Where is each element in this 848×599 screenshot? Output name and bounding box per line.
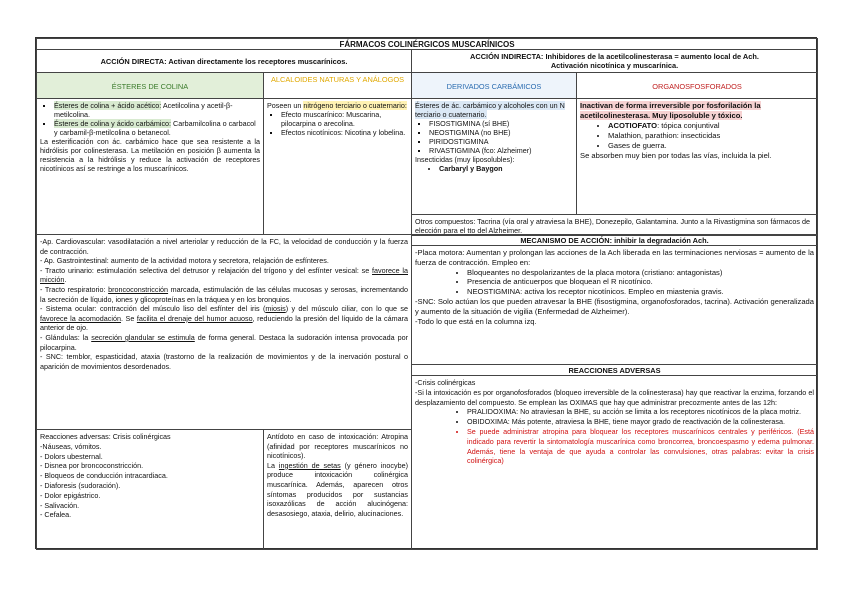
otros-compuestos: Otros compuestos: Tacrina (vía oral y atraviesa la BHE), Donezepilo, Galantamina. Junto a la Rivastigmina son fármacos de elección para el tto del Alzheimer. [411, 214, 818, 236]
organofosforados-body: Inactivan de forma irreversible por fosforilación la acetilcolinesterasa. Muy liposoluble y tóxico. • ACOTIOFATO: tópica conjuntival • Malathion, parathion: insecticidas • Gases de guerra. Se absorben muy bien por todas las vías, incluida la piel. [576, 98, 818, 215]
adverse-item: - Dolor epigástrico. [40, 490, 101, 500]
esteres-body [36, 98, 264, 235]
adverse-reactions-body [411, 375, 818, 550]
indirect-action-header [411, 49, 818, 73]
indirect-header-line2: Activación nicotínica y muscarínica. [550, 61, 679, 70]
intoxication-text: -Si la intoxicación es por organofosforados (bloqueo irreversible de la colinesterasa) hay que reactivar la enzima, forzando el desplazamiento del compuesto. Se emplean las OXIMAS que hay que administrar precozmente antes de las 12h: [415, 387, 814, 407]
effect-urinario: - Tracto urinario: estimulación selectiva del detrusor y relajación del trígono y del esfínter vesical: se favorece la micción. [40, 265, 408, 285]
adverse-header: Reacciones adversas: Crisis colinérgicas [40, 432, 171, 441]
oxime-item: • OBIDOXIMA: Más potente, atraviesa la BHE, tiene mayor grado de reactivación de la colinesterasa. [467, 417, 814, 427]
adverse-item: - Bloqueos de conducción intracardiaca. [40, 471, 168, 481]
alcaloides-header: ALCALOIDES NATURAS Y ANÁLOGOS [263, 72, 412, 99]
esteres-note: La esterificación con ác. carbámico hace que sea resistente a la hidrólisis por colinesterasa. La metilación en posición β aumenta la resistencia a la hidrólisis y reduce la activación de receptores nicotínicos así se restringe a los muscarínicos. [40, 137, 260, 173]
alcaloides-item: ▪ Efecto muscarínico: Muscarina, pilocarpina o arecolina. [281, 110, 408, 128]
mushroom-text: La ingestión de setas (y género inocybe) produce intoxicación colinérgica muscarínica. Además, aparecen otros síntomas producidos por sustancias isoxazólicas de acción alucinógena: desasosiego, ataxia, delirio, alucinaciones. [267, 460, 408, 518]
mechanism-snc: -SNC: Solo actúan los que pueden atravesar la BHE (fisostigmina, organofosforados, tacrina). Activación generalizada y aumento de la situación de vigilia (Enfermedad de Alzheimer). [415, 296, 814, 316]
esteres-header: ÉSTERES DE COLINA [36, 72, 264, 99]
organo-note: Se absorben muy bien por todas las vías, incluida la piel. [580, 151, 772, 160]
indirect-header-line1: ACCIÓN INDIRECTA: Inhibidores de la acetilcolinesterasa = aumento local de Ach. [470, 52, 759, 61]
mechanism-placa: -Placa motora: Aumentan y prolongan las acciones de la Ach liberada en las terminaciones nerviosas = aumento de la fuerza de contracción. Empleo en: [415, 248, 814, 267]
adverse-item: - Salivación. [40, 500, 80, 510]
carbamicos-header: DERIVADOS CARBÁMICOS [411, 72, 577, 99]
organo-item: • Malathion, parathion: insecticidas [608, 131, 814, 141]
adverse-item: -Náuseas, vómitos. [40, 441, 102, 451]
atropine-item: • Se puede administrar atropina para bloquear los receptores muscarínicos centrales y periféricos. (Está indicado para revertir la sintomatología muscarínica como broncorrea, broncoespasmo y edema pulmonar. Además, tiene la ventaja de que ayuda a controlar las convulsiones, otras palabras: evitar la crisis colinérgica) [467, 427, 814, 466]
mechanism-todo: -Todo lo que está en la columna izq. [415, 316, 537, 326]
carbamicos-item: ▪ NEOSTIGMINA (no BHE) [429, 128, 573, 137]
adverse-item: - Disnea por broncoconstricción. [40, 461, 144, 471]
effect-respiratorio: - Tracto respiratorio: broncoconstricción marcada, estimulación de las células mucosas y serosas, incrementando la secreción de líquido, iones y glicoproteínas en la tráquea y en los bronquios. [40, 284, 408, 304]
carbamicos-insect-item: • Carbaryl y Baygon [439, 164, 573, 173]
adverse-item: - Cefalea. [40, 510, 72, 520]
organofosforados-header: ORGANOSFOSFORADOS [576, 72, 818, 99]
organo-item: • Gases de guerra. [608, 141, 814, 151]
effect-snc: - SNC: temblor, espasticidad, ataxia (trastorno de la realización de movimientos y de la inervación postural o aparición de movimientos desordenados. [40, 352, 408, 371]
alcaloides-body: Poseen un nitrógeno terciario o cuaternario: ▪ Efecto muscarínico: Muscarina, pilocarpina o arecolina. ▪ Efectos nicotínicos: Nicotina y lobelina. [263, 98, 412, 235]
adverse-item: - Diaforesis (sudoración). [40, 480, 121, 490]
carbamicos-item: ▪ RIVASTIGMINA (fco: Alzheimer) [429, 146, 573, 155]
effect-cardio: -Ap. Cardiovascular: vasodilatación a nivel arteriolar y reducción de la FC, la velocidad de conducción y la fuerza de contracción. [40, 237, 408, 256]
carbamicos-item: ▪ PIRIDOSTIGMINA [429, 137, 573, 146]
adverse-item: - Dolors ubesternal. [40, 451, 103, 461]
adverse-reactions-header: REACCIONES ADVERSAS [411, 364, 818, 376]
effects-block [36, 234, 412, 430]
antidote-text: Antídoto en caso de intoxicación: Atropina (afinidad por receptores muscarínicos no nicotínicos). [267, 432, 408, 461]
mechanism-item: • Presencia de anticuerpos que bloquean el R nicotínico. [467, 277, 814, 287]
alcaloides-item: ▪ Efectos nicotínicos: Nicotina y lobelina. [281, 128, 408, 137]
organo-item: • ACOTIOFATO: tópica conjuntival [608, 121, 814, 131]
effect-ocular: - Sistema ocular: contracción del músculo liso del esfínter del iris (miosis) y del músculo ciliar, con lo que se favorece la acomodación. Se facilita el drenaje del humor acuoso, reduciendo la presión del líquido de la cámara anterior de ojo. [40, 304, 408, 333]
effect-glandulas: - Glándulas: la secreción glandular se estimula de forma general. Destaca la sudoración intensa provocada por pilocarpina. [40, 332, 408, 352]
carbamicos-item: ▪ FISOSTIGMINA (sí BHE) [429, 119, 573, 128]
summary-table [35, 37, 817, 549]
antidote-block [263, 429, 412, 550]
mechanism-header: MECANISMO DE ACCIÓN: inhibir la degradación Ach. [411, 234, 818, 246]
effect-gastro: - Ap. Gastrointestinal: aumento de la actividad motora y secretora, relajación de esfínteres. [40, 256, 329, 266]
direct-action-header: ACCIÓN DIRECTA: Activan directamente los receptores muscarínicos. [36, 49, 412, 73]
mechanism-item: • Bloqueantes no despolarizantes de la placa motora (cristiano: antagonistas) [467, 268, 814, 278]
carbamicos-body: Ésteres de ác. carbámico y alcoholes con un N terciario o cuaternario. ▪ FISOSTIGMINA (sí BHE) ▪ NEOSTIGMINA (no BHE) ▪ PIRIDOSTIGMINA ▪ RIVASTIGMINA (fco: Alzheimer) Insecticidas (muy liposolubles): • Carbaryl y Baygon [411, 98, 577, 215]
mechanism-item: • NEOSTIGMINA: activa los receptor nicotínicos. Empleo en miastenia gravis. [467, 287, 814, 297]
esteres-item: ▪ Ésteres de colina + ácido acético: Acetilcolina y acetil-β-metilcolina. [54, 101, 260, 119]
oxime-item: • PRALIDOXIMA: No atraviesan la BHE, su acción se limita a los receptores nicotínicos de la placa motriz. [467, 407, 814, 417]
page-title: FÁRMACOS COLINÉRGICOS MUSCARÍNICOS [36, 38, 818, 50]
crisis-text: -Crisis colinérgicas [415, 378, 476, 387]
esteres-item: ▪ Ésteres de colina y ácido carbámico: Carbamilcolina o carbacol y carbamil-β-metilcolina o betanecol. [54, 119, 260, 137]
adverse-reactions [36, 429, 264, 550]
mechanism-body [411, 245, 818, 365]
